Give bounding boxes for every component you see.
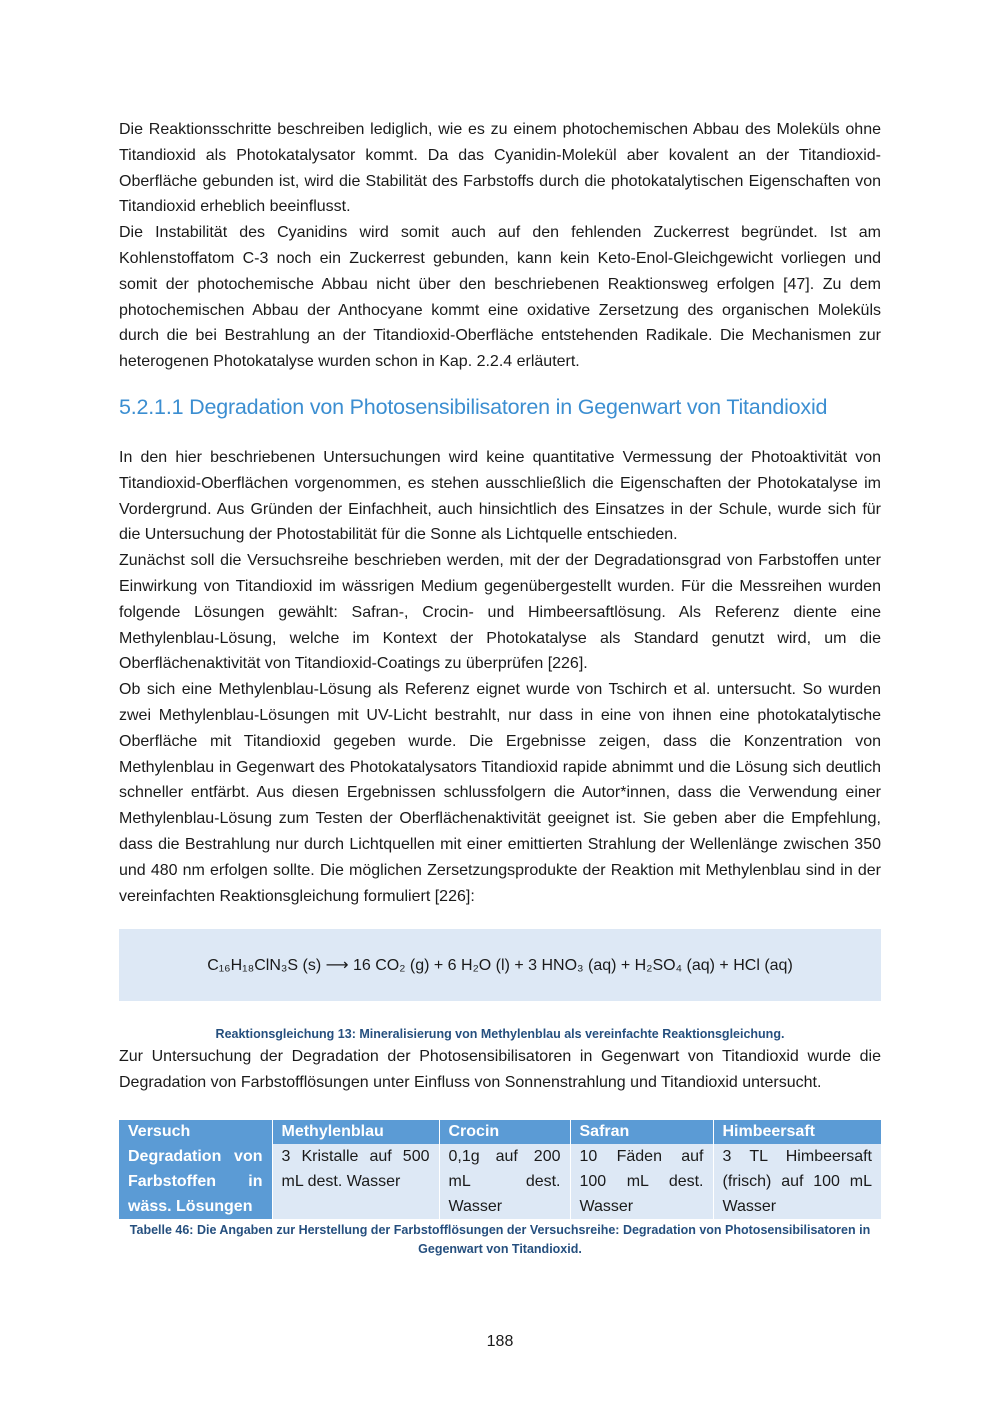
- table-header: Crocin: [439, 1120, 570, 1144]
- equation-caption: Reaktionsgleichung 13: Mineralisierung von Methylenblau als vereinfachte Reaktionsgleichung.: [215, 1027, 785, 1042]
- table-cell: 10 Fäden auf 100 mL dest. Wasser: [570, 1144, 713, 1219]
- section-heading: 5.2.1.1 Degradation von Photosensibilisatoren in Gegenwart von Titandioxid: [119, 394, 828, 419]
- table-row: [119, 1144, 881, 1219]
- table-row-label: Degradation von Farbstoffen in wäss. Lösungen: [119, 1144, 272, 1219]
- table-header: Himbeersaft: [713, 1120, 881, 1144]
- body-paragraph: Die Reaktionsschritte beschreiben lediglich, wie es zu einem photochemischen Abbau des Moleküls ohne Titandioxid als Photokatalysator kommt. Da das Cyanidin-Molekül aber kovalent an der Titandioxid-Oberfläche gebunden ist, wird die Stabilität des Farbstoffs durch die photokatalytischen Eigenschaften von Titandioxid erheblich beeinflusst.: [119, 121, 881, 216]
- table-header: Versuch: [119, 1120, 272, 1144]
- reaction-equation-box: [119, 929, 881, 1001]
- table-cell: 0,1g auf 200 mL dest. Wasser: [439, 1144, 570, 1219]
- table-caption: Tabelle 46: Die Angaben zur Herstellung der Farbstofflösungen der Versuchsreihe: Degradation von Photosensibilisatoren in Gegenwart von Titandioxid.: [129, 1222, 871, 1256]
- table-cell: 3 Kristalle auf 500 mL dest. Wasser: [272, 1144, 439, 1219]
- table-header: Methylenblau: [272, 1120, 439, 1144]
- reaction-equation: C₁₆H₁₈ClN₃S (s) ⟶ 16 CO₂ (g) + 6 H₂O (l) + 3 HNO₃ (aq) + H₂SO₄ (aq) + HCl (aq): [207, 957, 793, 975]
- table-header-row: [119, 1120, 881, 1144]
- body-paragraph: Zunächst soll die Versuchsreihe beschrieben werden, mit der der Degradationsgrad von Farbstoffen unter Einwirkung von Titandioxid im wässrigen Medium gegenübergestellt wurden. Für die Messreihen wurden folgende Lösungen gewählt: Safran-, Crocin- und Himbeersaftlösung. Als Referenz diente eine Methylenblau-Lösung, welche im Kontext der Photokatalyse als Standard genutzt wird, um die Oberflächenaktivität von Titandioxid-Coatings zu überprüfen [226].: [119, 552, 881, 673]
- body-paragraph: In den hier beschriebenen Untersuchungen wird keine quantitative Vermessung der Photoaktivität von Titandioxid-Oberflächen vorgenommen, es stehen ausschließlich die Eigenschaften der Photokatalyse im Vordergrund. Aus Gründen der Einfachheit, auch hinsichtlich des Einsatzes in der Schule, wurde sich für die Untersuchung der Photostabilität für die Sonne als Lichtquelle entschieden.: [119, 448, 881, 544]
- solution-table: [119, 1120, 881, 1219]
- page-number: 188: [486, 1333, 514, 1350]
- body-paragraph: Zur Untersuchung der Degradation der Photosensibilisatoren in Gegenwart von Titandioxid wurde die Degradation von Farbstofflösungen unter Einfluss von Sonnenstrahlung und Titandioxid untersucht.: [119, 1048, 881, 1092]
- page-content: [119, 117, 881, 1259]
- table-header: Safran: [570, 1120, 713, 1144]
- body-paragraph: Die Instabilität des Cyanidins wird somit auch auf den fehlenden Zuckerrest begründet. Ist am Kohlenstoffatom C-3 noch ein Zuckerrest gebunden, kann kein Keto-Enol-Gleichgewicht vorliegen und somit der photochemische Abbau nicht über den beschriebenen Reaktionsweg erfolgen [47]. Zu dem photochemischen Abbau der Anthocyane kommt eine oxidative Zersetzung des organischen Moleküls durch die bei Bestrahlung an der Titandioxid-Oberfläche entstehenden Radikale. Die Mechanismen zur heterogenen Photokatalyse wurden schon in Kap. 2.2.4 erläutert.: [119, 224, 881, 371]
- body-paragraph: Ob sich eine Methylenblau-Lösung als Referenz eignet wurde von Tschirch et al. untersucht. So wurden zwei Methylenblau-Lösungen mit UV-Licht bestrahlt, nur dass in eine von ihnen eine photokatalytische Oberfläche mit Titandioxid gegeben wurde. Die Ergebnisse zeigen, dass die Konzentration von Methylenblau in Gegenwart des Photokatalysators Titandioxid rapide abnimmt und die Lösung sich deutlich schneller entfärbt. Aus diesen Ergebnissen schlussfolgern die Autor*innen, dass die Verwendung einer Methylenblau-Lösung zum Testen der Oberflächenaktivität geeignet ist. Sie geben aber die Empfehlung, dass die Bestrahlung nur durch Lichtquellen mit einer emittierten Strahlung der Wellenlänge zwischen 350 und 480 nm erfolgen sollte. Die möglichen Zersetzungsprodukte der Reaktion mit Methylenblau sind in der vereinfachten Reaktionsgleichung formuliert [226]:: [119, 681, 881, 905]
- table-cell: 3 TL Himbeersaft (frisch) auf 100 mL Wasser: [713, 1144, 881, 1219]
